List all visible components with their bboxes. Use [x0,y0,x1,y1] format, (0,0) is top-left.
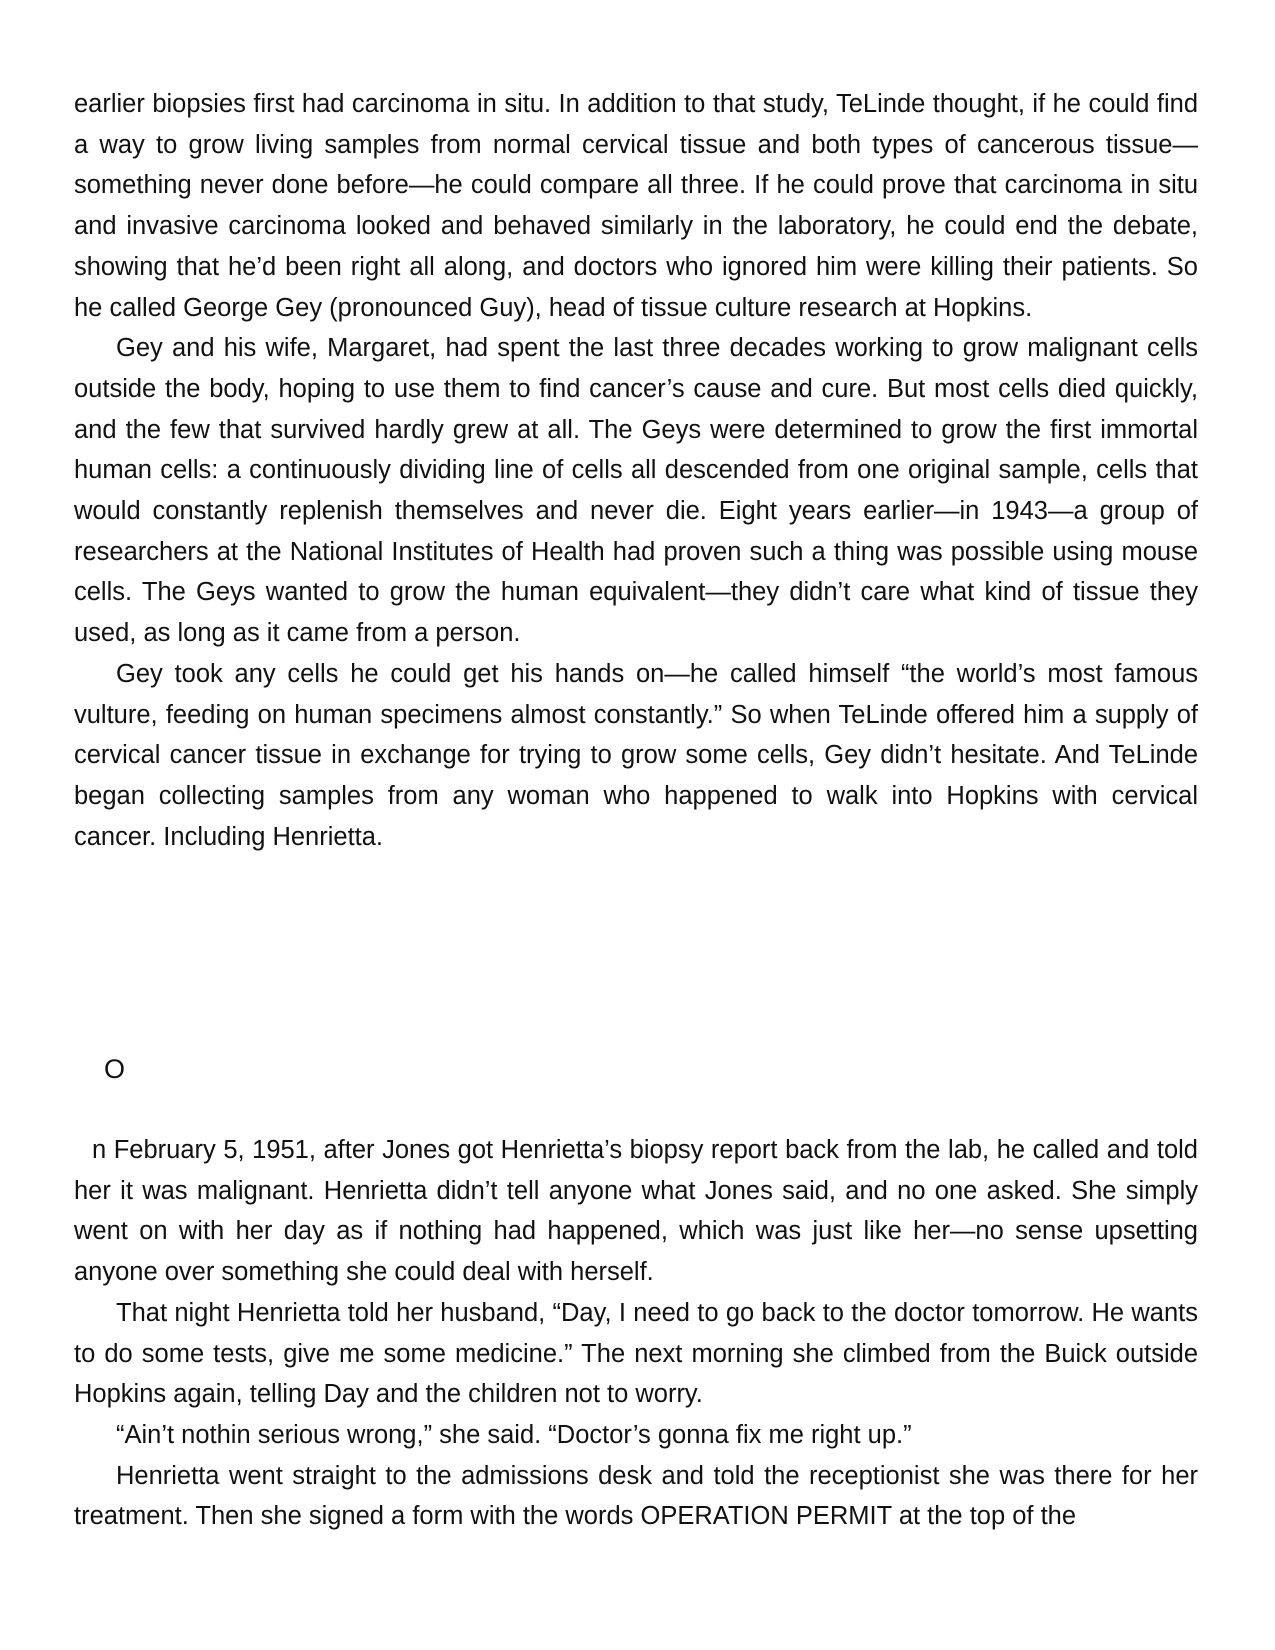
paragraph: Henrietta went straight to the admissions desk and told the receptionist she was there for her treatment. Then she signed a form with the words OPERATION PERMIT at the top of the [74,1461,1198,1531]
paragraph: Gey took any cells he could get his hands on—he called himself “the world’s most famous vulture, feeding on human specimens almost constantly.” So when TeLinde offered him a supply of cervical cancer tissue in exchange for trying to grow some cells, Gey didn’t hesitate. And TeLinde began collecting samples from any woman who happened to walk into Hopkins with cervical cancer. Including Henrietta. [74,659,1198,851]
paragraph: n February 5, 1951, after Jones got Henrietta’s biopsy report back from the lab, he called and told her it was malignant. Henrietta didn’t tell anyone what Jones said, and no one asked. She simply went on with her day as if nothing had happened, which was just like her—no sense upsetting anyone over something she could deal with herself. [74,1136,1198,1287]
paragraph: Gey and his wife, Margaret, had spent the last three decades working to grow malignant cells outside the body, hoping to use them to find cancer’s cause and cure. But most cells died quickly, and the few that survived hardly grew at all. The Geys were determined to grow the first immortal human cells: a continuously dividing line of cells all descended from one original sample, cells that would constantly replenish themselves and never die. Eight years earlier—in 1943—a group of researchers at the National Institutes of Health had proven such a thing was possible using mouse cells. The Geys wanted to grow the human equivalent—they didn’t care what kind of tissue they used, as long as it came from a person. [74,334,1198,648]
paragraph: That night Henrietta told her husband, “Day, I need to go back to the doctor tomorrow. He wants to do some tests, give me some medicine.” The next morning she climbed from the Buick outside Hopkins again, telling Day and the children not to worry. [74,1298,1198,1409]
paragraph: earlier biopsies first had carcinoma in situ. In addition to that study, TeLinde thought, if he could find a way to grow living samples from normal cervical tissue and both types of cancerous tissue—something never done before—he could compare all three. If he could prove that carcinoma in situ and invasive carcinoma looked and behaved similarly in the laboratory, he could end the debate, showing that he’d been right all along, and doctors who ignored him were killing their patients. So he called George Gey (pronounced Guy), head of tissue culture research at Hopkins. [74,90,1198,322]
drop-cap: O [104,1054,126,1084]
section-two [74,1130,1198,1537]
paragraph: “Ain’t nothin serious wrong,” she said. “Doctor’s gonna fix me right up.” [116,1420,912,1449]
section-one [74,84,1198,857]
